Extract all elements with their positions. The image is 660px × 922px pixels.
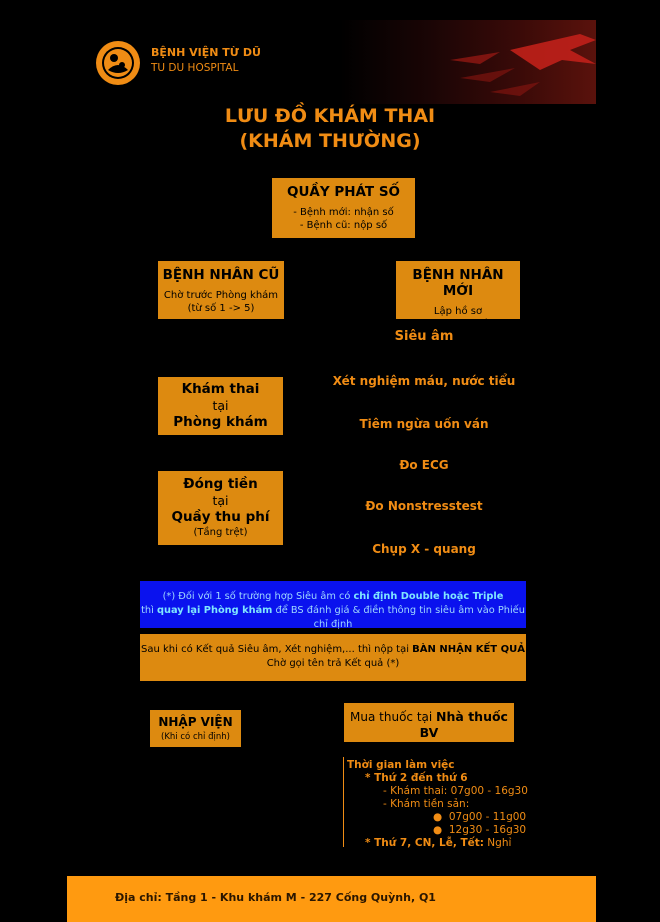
blue-note-emph-1: chỉ định Double hoặc Triple <box>353 591 504 602</box>
service-do-ecg: Đo ECG <box>399 458 449 472</box>
service-sieu-am: Siêu âm <box>394 329 454 344</box>
double-triple-note <box>140 581 526 628</box>
kham-thai-line-3: Phòng khám <box>173 414 268 430</box>
title-line-2: (KHÁM THƯỜNG) <box>239 130 421 152</box>
header-banner-image <box>340 20 596 104</box>
dong-tien-line-1: Đóng tiền <box>183 476 258 492</box>
bird-silhouette-icon <box>340 20 596 104</box>
working-hours-weekend-label: * Thứ 7, CN, Lễ, Tết: <box>365 837 484 849</box>
footer-bar <box>67 876 596 922</box>
dong-tien-note: (Tầng trệt) <box>193 527 248 538</box>
dong-tien-line-2: tại <box>212 493 229 508</box>
blue-note-text-1: (*) Đối với 1 số trường hợp Siêu âm có <box>162 591 354 602</box>
quay-phat-so-title: QUẦY PHÁT SỐ <box>286 184 401 200</box>
hospital-logo <box>95 40 141 86</box>
kham-thai-line-1: Khám thai <box>181 381 260 397</box>
orange-note-emph: BÀN NHẬN KẾT QUẢ <box>412 644 525 655</box>
ban-nhan-ket-qua-note <box>140 634 526 681</box>
kham-thai-line-2: tại <box>212 398 229 413</box>
working-hours-slot-2: 12g30 - 16g30 <box>448 824 527 836</box>
working-hours-slot-1: 07g00 - 11g00 <box>448 811 527 823</box>
blue-note-text-3: để BS đánh giá & điền thông tin siêu âm vào Phiếu chỉ định <box>272 605 525 630</box>
nhap-vien-title: NHẬP VIỆN <box>158 715 233 729</box>
quay-phat-so-box <box>272 178 415 238</box>
service-xet-nghiem: Xét nghiệm máu, nước tiểu <box>332 374 516 388</box>
blue-note-emph-2: quay lại Phòng khám <box>156 605 273 616</box>
mua-thuoc-note: (Tầng trệt) <box>406 744 452 754</box>
dong-tien-box <box>158 471 283 545</box>
working-hours-divider <box>343 757 344 847</box>
working-hours-title: Thời gian làm việc <box>347 759 455 771</box>
benh-nhan-cu-box <box>158 261 284 319</box>
benh-nhan-cu-line-1: Chờ trước Phòng khám <box>163 290 279 301</box>
working-hours-kham-tien-san: - Khám tiền sản: <box>383 798 470 810</box>
working-hours-weekday: * Thứ 2 đến thứ 6 <box>365 772 468 784</box>
hospital-name-en: TU DU HOSPITAL <box>151 62 239 74</box>
bullet-icon: ● <box>433 811 443 823</box>
orange-note-text-2: Chờ gọi tên trả Kết quả (*) <box>266 658 400 669</box>
service-chup-x-quang: Chụp X - quang <box>372 542 476 556</box>
bullet-icon: ● <box>433 824 443 836</box>
nhap-vien-note: (Khi có chỉ định) <box>161 732 230 742</box>
benh-nhan-moi-box <box>396 261 520 330</box>
hospital-name-vi: BỆNH VIỆN TỪ DŨ <box>151 46 261 59</box>
benh-nhan-cu-line-2: (từ số 1 -> 5) <box>187 303 255 314</box>
benh-nhan-moi-line-2: tại Bàn khai hồ sơ <box>413 319 503 330</box>
mua-thuoc-box <box>344 703 514 754</box>
mua-thuoc-emph: Nhà thuốc BV <box>419 709 508 740</box>
quay-phat-so-line-1: - Bệnh mới: nhận số <box>293 207 394 218</box>
kham-thai-box <box>158 377 283 435</box>
dong-tien-line-3: Quầy thu phí <box>171 509 270 525</box>
working-hours-kham-thai: - Khám thai: 07g00 - 16g30 <box>383 785 528 797</box>
title-line-1: LƯU ĐỒ KHÁM THAI <box>224 105 436 127</box>
nhap-vien-box <box>150 710 241 747</box>
working-hours-weekend-value: Nghỉ <box>483 837 512 849</box>
footer-address: Địa chỉ: Tầng 1 - Khu khám M - 227 Cống Quỳnh, Q1 <box>115 891 436 904</box>
benh-nhan-cu-title: BỆNH NHÂN CŨ <box>162 267 280 283</box>
service-tiem-ngua: Tiêm ngừa uốn ván <box>359 417 489 431</box>
working-hours-panel <box>347 759 528 850</box>
quay-phat-so-line-2: - Bệnh cũ: nộp số <box>299 220 388 231</box>
mua-thuoc-text: Mua thuốc tại <box>350 710 437 724</box>
page-title <box>0 104 660 154</box>
benh-nhan-moi-title: BỆNH NHÂN MỚI <box>412 267 504 299</box>
orange-note-text-1: Sau khi có Kết quả Siêu âm, Xét nghiệm,... thì nộp tại <box>141 644 413 655</box>
blue-note-text-2: thì <box>141 605 157 616</box>
service-do-nonstresstest: Đo Nonstresstest <box>365 499 483 513</box>
benh-nhan-moi-line-1: Lập hồ sơ <box>433 306 483 317</box>
